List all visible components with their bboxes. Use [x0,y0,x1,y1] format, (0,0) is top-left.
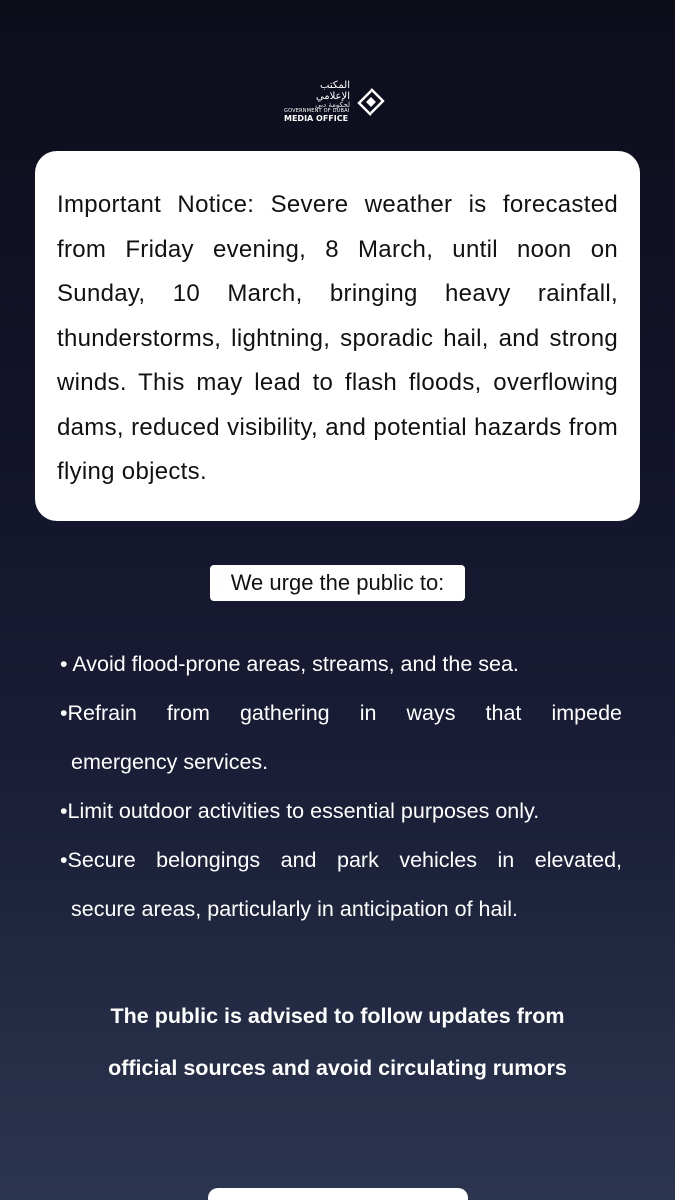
logo-arabic-subtitle: لحكومة دبي [315,101,350,109]
logo-media-office: MEDIA OFFICE [284,113,349,123]
list-item-line: secure areas, particularly in anticipation of hail. [71,897,518,921]
notice-text: Important Notice: Severe weather is forecasted from Friday evening, 8 March, until noon on Sunday, 10 March, bringing heavy rainfall, thunderstorms, lightning, sporadic hail, and strong winds. This may lead to flash floods, overflowing dams, reduced visibility, and potential hazards from flying objects. [57,191,618,485]
list-item [60,836,622,934]
logo-arabic-title: المكتب الإعلامي [315,80,350,102]
list-item [60,689,622,787]
urge-public-label: We urge the public to: [210,565,465,601]
dubai-media-office-logo [284,80,394,124]
footer-advisory [40,990,635,1094]
list-item-line: emergency services. [71,750,269,774]
media-office-emblem-icon [356,87,386,117]
footer-line: official sources and avoid circulating rumors [108,1056,567,1080]
logo-government: GOVERNMENT OF DUBAI [284,108,350,115]
important-notice-card [35,151,640,521]
list-item: •Limit outdoor activities to essential purposes only. [60,799,540,823]
logo-text [284,81,350,123]
list-item-line: •Refrain from gathering in ways that impede [60,701,622,725]
footer-line: The public is advised to follow updates from [110,1004,565,1028]
list-item-line: •Secure belongings and park vehicles in elevated, [60,848,622,872]
advice-list [60,640,622,934]
list-item: • Avoid flood-prone areas, streams, and the sea. [60,652,519,676]
bottom-panel-tab [208,1188,468,1200]
